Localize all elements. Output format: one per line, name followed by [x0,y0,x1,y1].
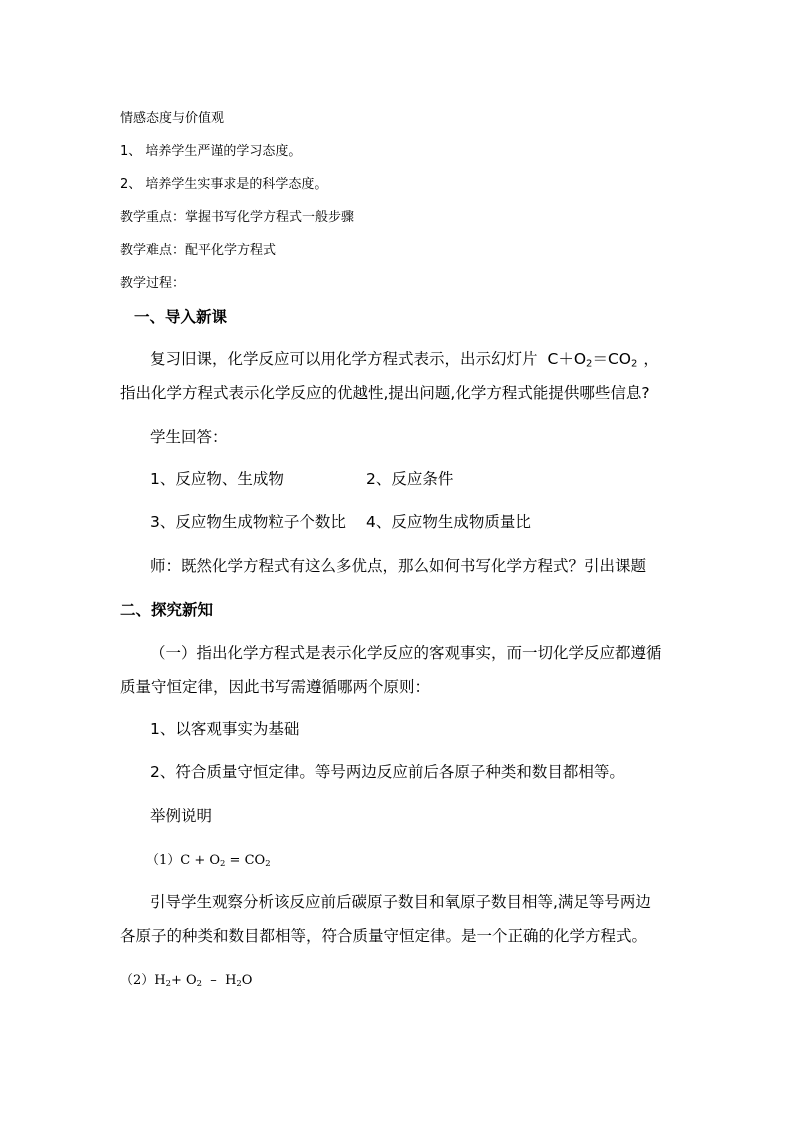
eq2-mid: + O [170,973,197,988]
intro-eq-lhs-sub: 2 [586,358,593,370]
section1-title: 一、导入新课 [134,308,228,326]
eq1-prefix: （1）C + O [146,853,221,868]
difficulty: 教学难点：配平化学方程式 [120,243,277,258]
principle-2: 2、符合质量守恒定律。等号两边反应前后各原子种类和数目都相等。 [150,763,625,781]
values-item-1: 1、 培养学生严谨的学习态度。 [120,144,302,159]
section2-title: 二、探究新知 [120,601,214,619]
example-label: 举例说明 [150,807,213,825]
intro-equation [548,350,659,368]
eq2-end: O [241,973,253,988]
intro-eq-trail: ， [643,350,659,368]
equation-1 [146,854,271,867]
answer-4: 4、反应物生成物质量比 [366,513,531,531]
eq2-dash: – H [202,973,237,988]
principle-1: 1、以客观事实为基础 [150,720,300,738]
eq2-prefix: （2）H [120,973,166,988]
eq1-mid: = CO [225,853,266,868]
process-label: 教学过程： [120,276,186,291]
intro-line-1 [150,352,659,368]
answer-1: 1、反应物、生成物 [150,470,284,488]
eq1-sub-2: 2 [265,858,271,869]
intro-eq-rhs: ＝CO [592,350,631,368]
intro-line-1-text: 复习旧课，化学反应可以用化学方程式表示，出示幻灯片 [150,350,538,368]
equation-2 [120,974,252,987]
eq1-text-line-1: 引导学生观察分析该反应前后碳原子数目和氧原子数目相等,满足等号两边 [150,893,651,911]
eq2-sub-1: 2 [165,978,171,989]
heading-values: 情感态度与价值观 [120,111,225,126]
key-point: 教学重点：掌握书写化学方程式一般步骤 [120,210,355,225]
values-item-2: 2、 培养学生实事求是的科学态度。 [120,177,328,192]
intro-eq-lhs: C＋O [547,350,587,368]
eq2-sub-3: 2 [236,978,242,989]
intro-line-2: 指出化学方程式表示化学反应的优越性,提出问题,化学方程式能提供哪些信息? [120,384,650,402]
student-answer: 学生回答： [150,428,228,446]
answer-3: 3、反应物生成物粒子个数比 [150,513,346,531]
eq2-sub-2: 2 [196,978,203,989]
intro-eq-rhs-sub: 2 [630,358,638,370]
eq1-sub-1: 2 [220,858,226,869]
answer-2: 2、反应条件 [366,470,454,488]
eq1-text-line-2: 各原子的种类和数目都相等，符合质量守恒定律。是一个正确的化学方程式。 [120,927,648,945]
p1-line-1: （一）指出化学方程式是表示化学反应的客观事实，而一切化学反应都遵循 [150,644,662,662]
teacher-line: 师：既然化学方程式有这么多优点，那么如何书写化学方程式？引出课题 [150,557,647,575]
p1-line-2: 质量守恒定律，因此书写需遵循哪两个原则： [120,678,431,696]
